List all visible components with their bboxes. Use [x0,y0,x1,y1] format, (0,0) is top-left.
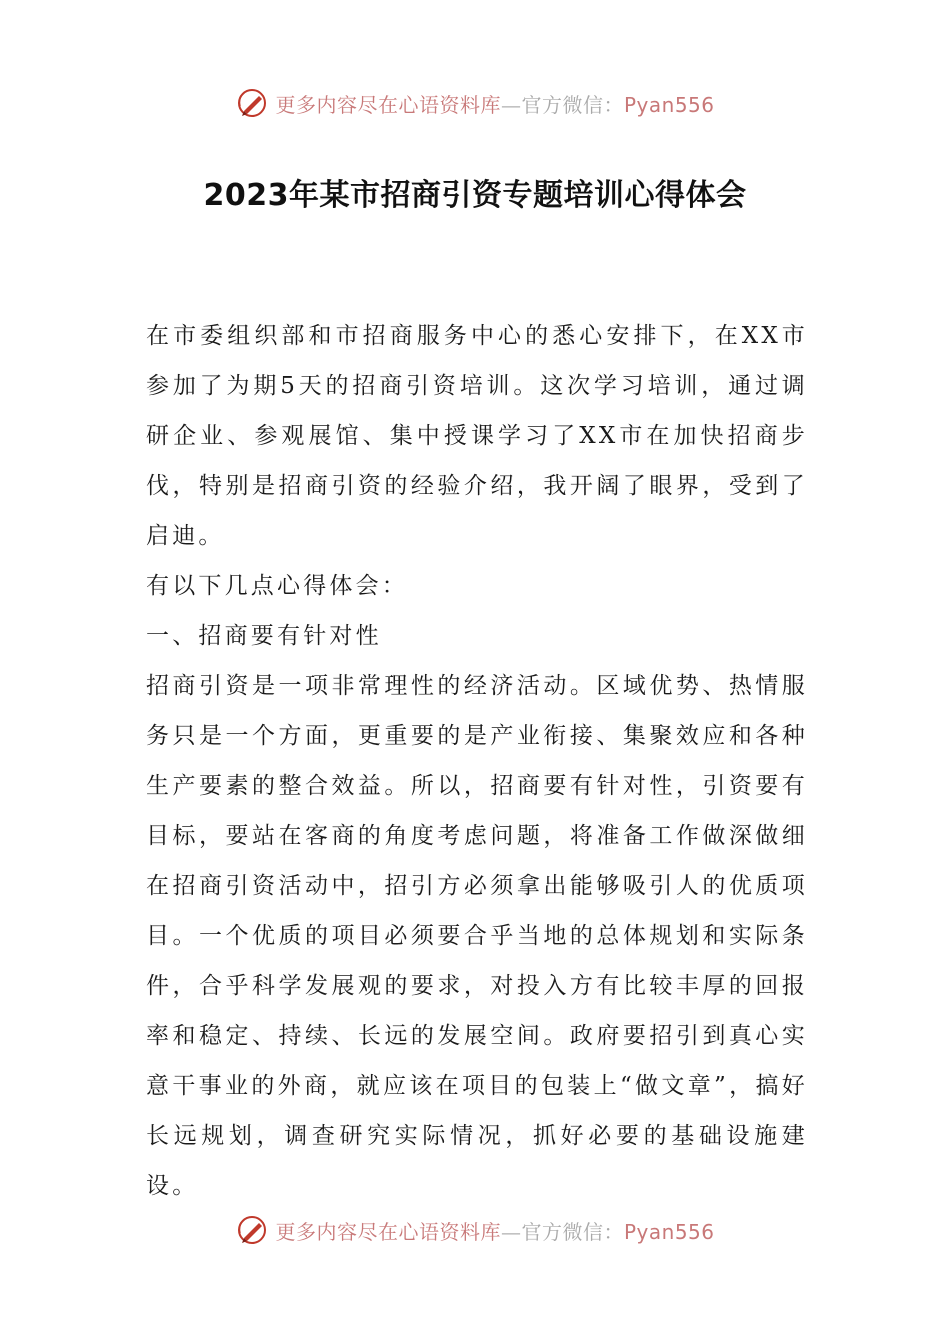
paragraph-lead: 有以下几点心得体会： [146,573,408,599]
watermark-wechat-id: Pyan556 [623,92,715,117]
watermark-label: 官方微信： [521,1219,624,1244]
footer-watermark [0,1213,950,1247]
pen-logo-icon [235,1213,269,1247]
watermark-separator: — [500,92,522,117]
watermark-text [275,89,714,118]
document-body [146,311,808,1211]
paragraph-intro: 在市委组织部和市招商服务中心的悉心安排下，在XX市参加了为期5天的招商引资培训。这次学习培训，通过调研企业、参观展馆、集中授课学习了XX市在加快招商步伐，特别是招商引资的经验介绍，我开阔了眼界，受到了启迪。 [146,323,808,549]
watermark-wechat-id: Pyan556 [623,1219,715,1244]
section-heading: 一、招商要有针对性 [146,623,382,649]
paragraph-section-1: 招商引资是一项非常理性的经济活动。区域优势、热情服务只是一个方面，更重要的是产业衔接、集聚效应和各种生产要素的整合效益。所以，招商要有针对性，引资要有目标，要站在客商的角度考虑问题，将准备工作做深做细在招商引资活动中，招引方必须拿出能够吸引人的优质项目。一个优质的项目必须要合乎当地的总体规划和实际条件，合乎科学发展观的要求，对投入方有比较丰厚的回报率和稳定、持续、长远的发展空间。政府要招引到真心实意干事业的外商，就应该在项目的包装上“做文章”，搞好长远规划，调查研究实际情况，抓好必要的基础设施建设。 [146,673,808,1199]
watermark-separator: — [500,1219,522,1244]
watermark-label: 官方微信： [521,92,624,117]
watermark-text [275,1216,714,1245]
header-watermark [0,86,950,120]
watermark-brand: 更多内容尽在心语资料库 [275,92,501,117]
watermark-brand: 更多内容尽在心语资料库 [275,1219,501,1244]
pen-logo-icon [235,86,269,120]
document-title: 2023年某市招商引资专题培训心得体会 [203,178,747,213]
